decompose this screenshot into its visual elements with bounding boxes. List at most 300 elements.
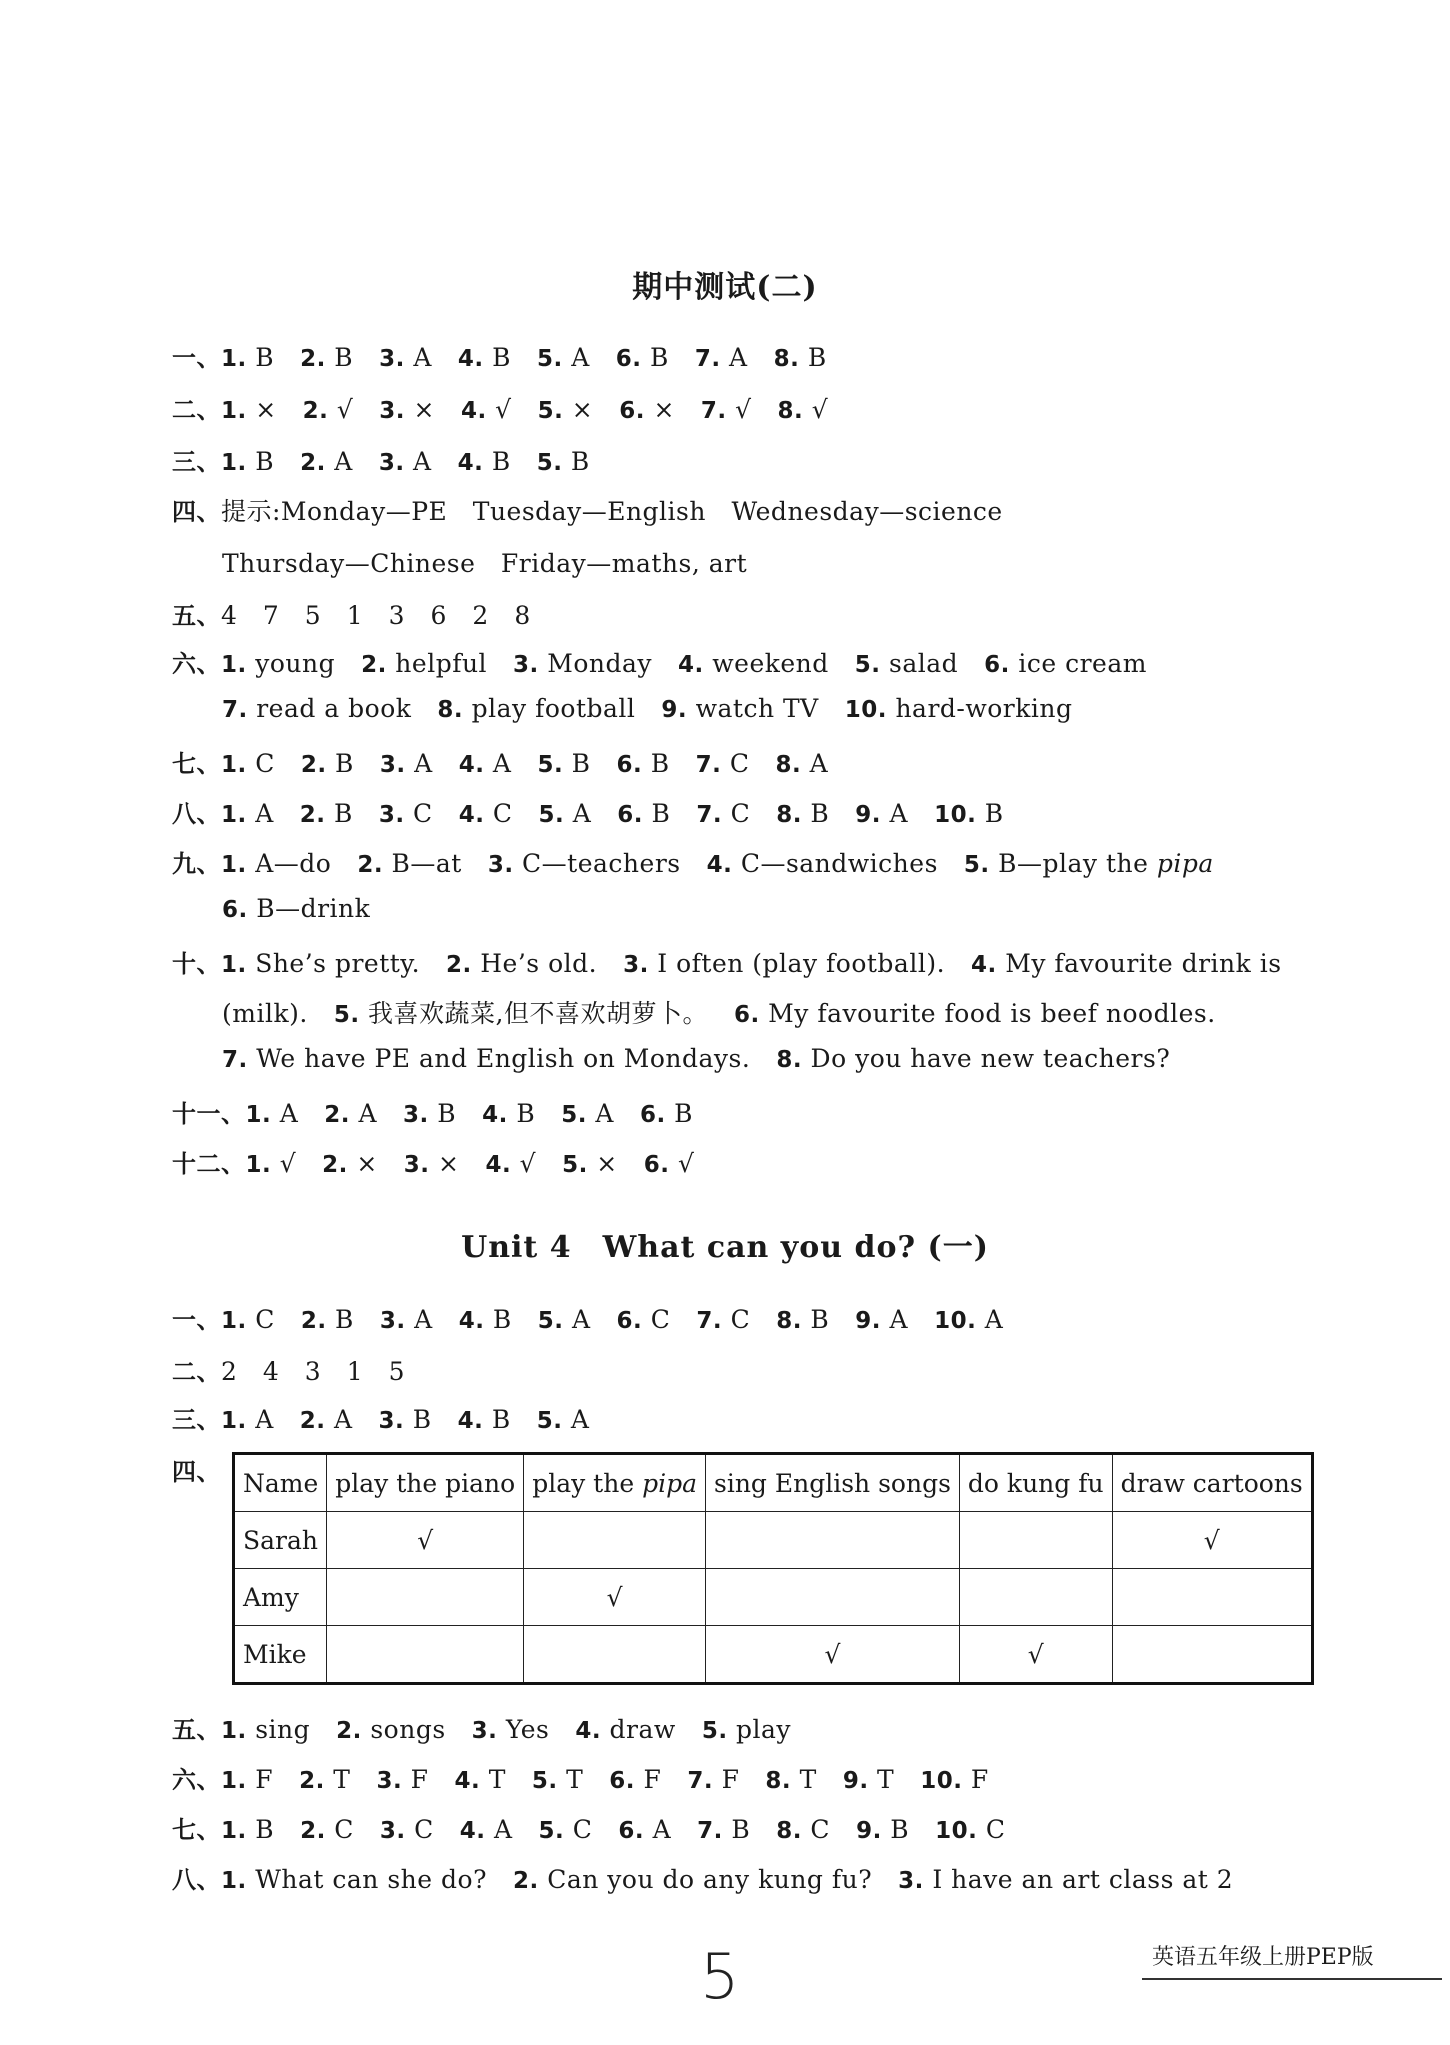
- item-answer: B: [492, 343, 511, 372]
- item-answer: A: [255, 1405, 274, 1434]
- item-answer: A: [729, 343, 748, 372]
- item-answer: A: [889, 799, 909, 828]
- item-answer: C: [572, 1815, 593, 1844]
- s2-q3: [172, 1400, 589, 1435]
- item-answer: A: [595, 1099, 614, 1128]
- item-answer: T: [566, 1765, 584, 1794]
- s2-q2: [172, 1352, 405, 1388]
- item-answer: C: [985, 1815, 1006, 1844]
- item-answer: B: [984, 799, 1004, 828]
- item-answer: C—teachers: [522, 849, 681, 878]
- item-answer: ×: [255, 395, 277, 424]
- item-answer: B: [650, 749, 670, 778]
- item-number: 8.: [776, 1047, 803, 1073]
- table-cell: √: [524, 1569, 706, 1626]
- item-number: 1.: [221, 1718, 247, 1744]
- table-cell: Sarah: [234, 1512, 327, 1569]
- item-answer: T: [488, 1765, 506, 1794]
- item-answer: I have an art class at 2: [932, 1865, 1234, 1894]
- item-answer: B—play the: [998, 849, 1149, 878]
- table-cell: [1112, 1626, 1312, 1684]
- item-number: 6.: [643, 1152, 670, 1178]
- table-cell: √: [327, 1512, 524, 1569]
- s1-q6-line2: [222, 694, 1073, 723]
- item-answer: A: [572, 799, 592, 828]
- item-answer: songs: [370, 1715, 446, 1744]
- item-answer: Monday: [547, 649, 653, 678]
- item-number: 7.: [697, 1818, 723, 1844]
- item-number: 3.: [403, 1152, 430, 1178]
- item-number: 4.: [459, 1818, 486, 1844]
- item-number: 4.: [460, 398, 487, 424]
- item-number: 6.: [617, 802, 644, 828]
- item-number: 6.: [984, 652, 1010, 678]
- s1-q9-line2: [222, 894, 370, 923]
- item-number: 8.: [773, 346, 800, 372]
- s1-q10-line3: [222, 1044, 1170, 1073]
- item-answer: B: [810, 1305, 830, 1334]
- item-answer: play football: [471, 694, 636, 723]
- item-number: 4.: [706, 852, 733, 878]
- item-number: 5.: [536, 1408, 563, 1434]
- s2-q5: [172, 1710, 791, 1745]
- item-number: 2.: [446, 952, 472, 978]
- item-number: 5.: [963, 852, 990, 878]
- item-number: 5.: [537, 752, 564, 778]
- item-answer: B: [651, 799, 671, 828]
- item-answer: A: [984, 1305, 1004, 1334]
- table-header: play the piano: [327, 1454, 524, 1512]
- item-number: 2.: [336, 1718, 362, 1744]
- s2-q7: [172, 1810, 1005, 1845]
- item-answer: B: [334, 343, 354, 372]
- table-cell: Amy: [234, 1569, 327, 1626]
- item-number: 10.: [920, 1768, 963, 1794]
- s1-q5: [172, 596, 531, 632]
- item-number: 5.: [536, 450, 563, 476]
- item-answer: F: [643, 1765, 662, 1794]
- item-number: 4.: [485, 1152, 512, 1178]
- question-label: 四、: [172, 1458, 221, 1486]
- item-answer: A: [255, 799, 274, 828]
- item-answer: A: [413, 343, 432, 372]
- item-number: 2.: [299, 1408, 326, 1434]
- item-answer: B: [649, 343, 669, 372]
- item-answer: She’s pretty.: [255, 949, 421, 978]
- item-number: 8.: [777, 398, 804, 424]
- item-answer: √: [336, 395, 354, 424]
- item-number: 3.: [378, 802, 405, 828]
- item-answer: A: [413, 447, 432, 476]
- q2-order: 2 4 3 1 5: [221, 1357, 406, 1386]
- item-number: 1.: [221, 450, 247, 476]
- item-answer: C: [650, 1305, 671, 1334]
- item-number: 2.: [302, 398, 329, 424]
- item-answer: A: [889, 1305, 909, 1334]
- item-answer: ×: [596, 1149, 618, 1178]
- item-number: 7.: [700, 398, 727, 424]
- item-number: 3.: [376, 1768, 403, 1794]
- item-answer: F: [970, 1765, 989, 1794]
- item-answer: √: [811, 395, 829, 424]
- item-answer: We have PE and English on Mondays.: [256, 1044, 751, 1073]
- item-number: 4.: [457, 450, 484, 476]
- item-number: 4.: [678, 652, 704, 678]
- item-number: 3.: [513, 652, 539, 678]
- item-answer: ×: [438, 1149, 460, 1178]
- item-number: 3.: [379, 1308, 406, 1334]
- table-cell: √: [1112, 1512, 1312, 1569]
- s1-q3: [172, 442, 590, 477]
- item-answer: B: [333, 799, 353, 828]
- item-answer: √: [495, 395, 512, 424]
- q5-order: 4 7 5 1 3 6 2 8: [221, 601, 531, 630]
- q9-items: [172, 849, 938, 878]
- s1-q11: [172, 1094, 693, 1129]
- item-number: 2.: [300, 450, 326, 476]
- question-label: 二、: [172, 396, 221, 424]
- item-number: 7.: [222, 697, 248, 723]
- item-number: 1.: [221, 852, 247, 878]
- item-answer: F: [721, 1765, 740, 1794]
- item-number: 8.: [775, 752, 802, 778]
- item-answer: C: [255, 749, 275, 778]
- item-answer: young: [255, 649, 336, 678]
- question-label: 六、: [172, 650, 221, 678]
- item-number: 2.: [300, 346, 326, 372]
- item-answer: A: [334, 447, 353, 476]
- table-header: draw cartoons: [1112, 1454, 1312, 1512]
- item-number: 1.: [221, 346, 247, 372]
- item-number: 4.: [482, 1102, 508, 1128]
- item-number: 5.: [562, 1152, 588, 1178]
- item-answer: B: [807, 343, 827, 372]
- table-cell: [706, 1512, 960, 1569]
- item-number: 8.: [776, 1818, 802, 1844]
- item-answer: B: [731, 1815, 751, 1844]
- section-title-unit4: Unit 4 What can you do? (一): [461, 1230, 989, 1265]
- item-number: 9.: [661, 697, 688, 723]
- item-answer: B: [255, 343, 275, 372]
- item-answer: B: [491, 447, 511, 476]
- s2-q8: [172, 1860, 1233, 1895]
- item-number: 5.: [531, 1768, 558, 1794]
- item-answer: √: [279, 1149, 297, 1178]
- item-number: 2.: [357, 852, 384, 878]
- item-answer: A: [652, 1815, 672, 1844]
- q10-items: [334, 999, 1216, 1028]
- item-answer: ice cream: [1018, 649, 1147, 678]
- item-answer: B: [491, 1405, 511, 1434]
- item-answer: B—drink: [256, 894, 371, 923]
- question-label: 七、: [172, 1816, 221, 1844]
- s1-q10-line2: [222, 994, 1216, 1030]
- item-answer: C: [810, 1815, 831, 1844]
- item-answer: B: [437, 1099, 457, 1128]
- item-answer: B: [570, 447, 590, 476]
- item-number: 10.: [844, 697, 887, 723]
- item-number: 9.: [856, 1818, 882, 1844]
- item-answer: ×: [571, 395, 594, 424]
- item-number: 2.: [300, 1818, 326, 1844]
- table-header: [524, 1454, 706, 1512]
- item-answer: B: [335, 1305, 354, 1334]
- item-number: 9.: [855, 1308, 882, 1334]
- q4-hint-line1: 提示:Monday—PE Tuesday—English Wednesday—science: [221, 497, 1003, 526]
- s1-q10-line1: [172, 944, 1282, 979]
- item-answer: B: [492, 1305, 512, 1334]
- item-number: 4.: [458, 1308, 485, 1334]
- page-number: 5: [700, 1940, 740, 2013]
- item-number: 2.: [322, 1152, 348, 1178]
- question-label: 三、: [172, 1406, 221, 1434]
- item-answer: A: [279, 1099, 299, 1128]
- item-number: 3.: [623, 952, 649, 978]
- item-answer: B: [890, 1815, 910, 1844]
- s1-q9-line1: [172, 844, 1214, 879]
- item-number: 2.: [300, 1308, 327, 1334]
- item-answer: A: [414, 1305, 433, 1334]
- section-title-midterm: 期中测试(二): [632, 270, 818, 305]
- item-number: 3.: [379, 752, 406, 778]
- table-header: Name: [234, 1454, 327, 1512]
- question-label: 十、: [172, 950, 221, 978]
- item-number: 4.: [971, 952, 997, 978]
- item-number: 6.: [222, 897, 248, 923]
- item-answer: C: [414, 1815, 434, 1844]
- item-number: 9.: [842, 1768, 869, 1794]
- item-answer: √: [677, 1149, 695, 1178]
- item-answer: C: [492, 799, 513, 828]
- item-number: 5.: [561, 1102, 587, 1128]
- table-cell: Mike: [234, 1626, 327, 1684]
- table-row: [234, 1569, 1313, 1626]
- item-number: 3.: [379, 398, 406, 424]
- item-number: 5.: [537, 1308, 564, 1334]
- item-answer: B: [255, 1815, 275, 1844]
- item-number: 3.: [378, 1408, 405, 1434]
- item-number: 1.: [221, 398, 247, 424]
- item-answer: draw: [609, 1715, 676, 1744]
- item-answer: A: [492, 749, 512, 778]
- table-cell: [327, 1626, 524, 1684]
- item-answer: C: [255, 1305, 275, 1334]
- item-answer: T: [333, 1765, 351, 1794]
- item-answer: A: [571, 343, 590, 372]
- item-answer: A—do: [255, 849, 332, 878]
- item-number: 6.: [616, 1308, 643, 1334]
- item-number: 6.: [616, 752, 643, 778]
- item-number: 2.: [361, 652, 387, 678]
- item-number: 7.: [695, 752, 722, 778]
- table-cell: √: [959, 1626, 1112, 1684]
- s1-q12: [172, 1144, 694, 1179]
- item-answer: watch TV: [695, 694, 819, 723]
- item-number: 4.: [575, 1718, 602, 1744]
- item-number: 5.: [538, 802, 565, 828]
- item-answer: salad: [889, 649, 959, 678]
- item-number: 1.: [221, 1868, 247, 1894]
- question-label: 十二、: [172, 1150, 246, 1178]
- item-answer: I often (play football).: [657, 949, 946, 978]
- question-label: 三、: [172, 448, 221, 476]
- item-number: 3.: [379, 1818, 406, 1844]
- item-answer: C: [413, 799, 433, 828]
- item-answer: B: [516, 1099, 536, 1128]
- table-cell: [706, 1569, 960, 1626]
- item-answer: C—sandwiches: [740, 849, 938, 878]
- s2-q4-label: [172, 1452, 221, 1487]
- question-label: 七、: [172, 750, 221, 778]
- item-number: 4.: [458, 802, 485, 828]
- item-answer: weekend: [712, 649, 829, 678]
- item-number: 8.: [776, 802, 802, 828]
- item-number: 3.: [487, 852, 514, 878]
- item-answer: ×: [413, 395, 435, 424]
- item-answer: play: [736, 1715, 792, 1744]
- book-label: 英语五年级上册PEP版: [1152, 1945, 1374, 1970]
- item-answer: helpful: [395, 649, 488, 678]
- item-number: 10.: [935, 1818, 978, 1844]
- item-number: 8.: [765, 1768, 792, 1794]
- item-answer: B—at: [391, 849, 462, 878]
- item-number: 5.: [854, 652, 881, 678]
- item-number: 1.: [221, 1308, 247, 1334]
- item-answer: T: [877, 1765, 895, 1794]
- item-number: 2.: [300, 752, 327, 778]
- item-answer: A: [493, 1815, 513, 1844]
- s2-q6: [172, 1760, 989, 1795]
- item-answer: My favourite drink is: [1005, 949, 1282, 978]
- item-number: 1.: [221, 752, 247, 778]
- item-number: 4.: [458, 752, 485, 778]
- item-number: 3.: [378, 450, 405, 476]
- item-number: 2.: [324, 1102, 351, 1128]
- item-number: 2.: [299, 802, 326, 828]
- s1-q7: [172, 744, 828, 779]
- item-number: 6.: [639, 1102, 666, 1128]
- item-answer: 我喜欢蔬菜,但不喜欢胡萝卜。: [368, 999, 708, 1028]
- item-answer: B: [571, 749, 591, 778]
- item-answer: F: [410, 1765, 429, 1794]
- table-cell: [959, 1569, 1112, 1626]
- item-answer: ×: [653, 395, 675, 424]
- item-answer: C: [334, 1815, 354, 1844]
- question-label: 五、: [172, 602, 221, 630]
- item-answer: C: [730, 1305, 751, 1334]
- item-answer: He’s old.: [480, 949, 598, 978]
- item-number: 10.: [934, 1308, 977, 1334]
- footer-rule: [1142, 1978, 1442, 1980]
- item-number: 7.: [694, 346, 721, 372]
- ability-table: [232, 1452, 1314, 1685]
- item-answer: A: [571, 1305, 591, 1334]
- question-label: 四、: [172, 498, 221, 526]
- item-number: 6.: [619, 398, 645, 424]
- item-number: 6.: [609, 1768, 636, 1794]
- item-number: 6.: [618, 1818, 645, 1844]
- item-answer-continued: (milk).: [222, 999, 308, 1028]
- item-answer: ×: [356, 1149, 378, 1178]
- item-answer: A: [809, 749, 829, 778]
- item-answer: B: [810, 799, 830, 828]
- item-number: 1.: [221, 652, 247, 678]
- item-number: 7.: [696, 1308, 723, 1334]
- item-answer: Yes: [505, 1715, 550, 1744]
- table-row: [234, 1512, 1313, 1569]
- question-label: 一、: [172, 1306, 221, 1334]
- header-text: play the: [532, 1468, 643, 1498]
- question-label: 一、: [172, 344, 221, 372]
- item-answer: What can she do?: [255, 1865, 487, 1894]
- item-number: 10.: [934, 802, 977, 828]
- item-number: 5.: [538, 1818, 565, 1844]
- item-answer: Can you do any kung fu?: [547, 1865, 873, 1894]
- table-cell: [524, 1626, 706, 1684]
- item-answer: hard-working: [895, 694, 1073, 723]
- item-number: 7.: [687, 1768, 714, 1794]
- item-answer: √: [735, 395, 752, 424]
- item-answer: sing: [255, 1715, 311, 1744]
- item-answer-italic: pipa: [1156, 849, 1214, 878]
- question-label: 九、: [172, 850, 221, 878]
- question-label: 二、: [172, 1358, 221, 1386]
- item-number: 4.: [457, 346, 484, 372]
- item-number: 3.: [403, 1102, 429, 1128]
- question-label: 十一、: [172, 1100, 246, 1128]
- s1-q4-line1: [172, 492, 1003, 528]
- item-number: 3.: [898, 1868, 924, 1894]
- table-header: sing English songs: [706, 1454, 960, 1512]
- item-answer: C: [729, 749, 750, 778]
- table-cell: √: [706, 1626, 960, 1684]
- item-number: 2.: [512, 1868, 539, 1894]
- item-number: 4.: [454, 1768, 481, 1794]
- question-label: 六、: [172, 1766, 221, 1794]
- item-number: 5.: [701, 1718, 728, 1744]
- table-cell: [524, 1512, 706, 1569]
- item-answer: F: [255, 1765, 274, 1794]
- item-answer: A: [333, 1405, 353, 1434]
- item-answer: read a book: [256, 694, 412, 723]
- item-number: 7.: [222, 1047, 248, 1073]
- item-number: 1.: [245, 1152, 272, 1178]
- item-answer: B: [255, 447, 275, 476]
- table-header-row: [234, 1454, 1313, 1512]
- table-header: do kung fu: [959, 1454, 1112, 1512]
- item-number: 4.: [457, 1408, 484, 1434]
- item-number: 1.: [221, 952, 247, 978]
- item-number: 8.: [437, 697, 464, 723]
- s1-q2: [172, 390, 828, 425]
- item-number: 3.: [379, 346, 405, 372]
- item-answer: A: [414, 749, 433, 778]
- item-number: 6.: [733, 1002, 760, 1028]
- table-cell: [1112, 1569, 1312, 1626]
- item-number: 3.: [471, 1718, 498, 1744]
- s1-q1: [172, 338, 827, 373]
- item-number: 1.: [245, 1102, 272, 1128]
- item-answer: A: [570, 1405, 590, 1434]
- table-cell: [327, 1569, 524, 1626]
- item-answer: B: [412, 1405, 432, 1434]
- item-number: 5.: [333, 1002, 360, 1028]
- item-number: 5.: [537, 398, 564, 424]
- question-label: 八、: [172, 1866, 221, 1894]
- item-answer: B: [674, 1099, 694, 1128]
- header-italic: pipa: [642, 1468, 697, 1498]
- s2-q1: [172, 1300, 1003, 1335]
